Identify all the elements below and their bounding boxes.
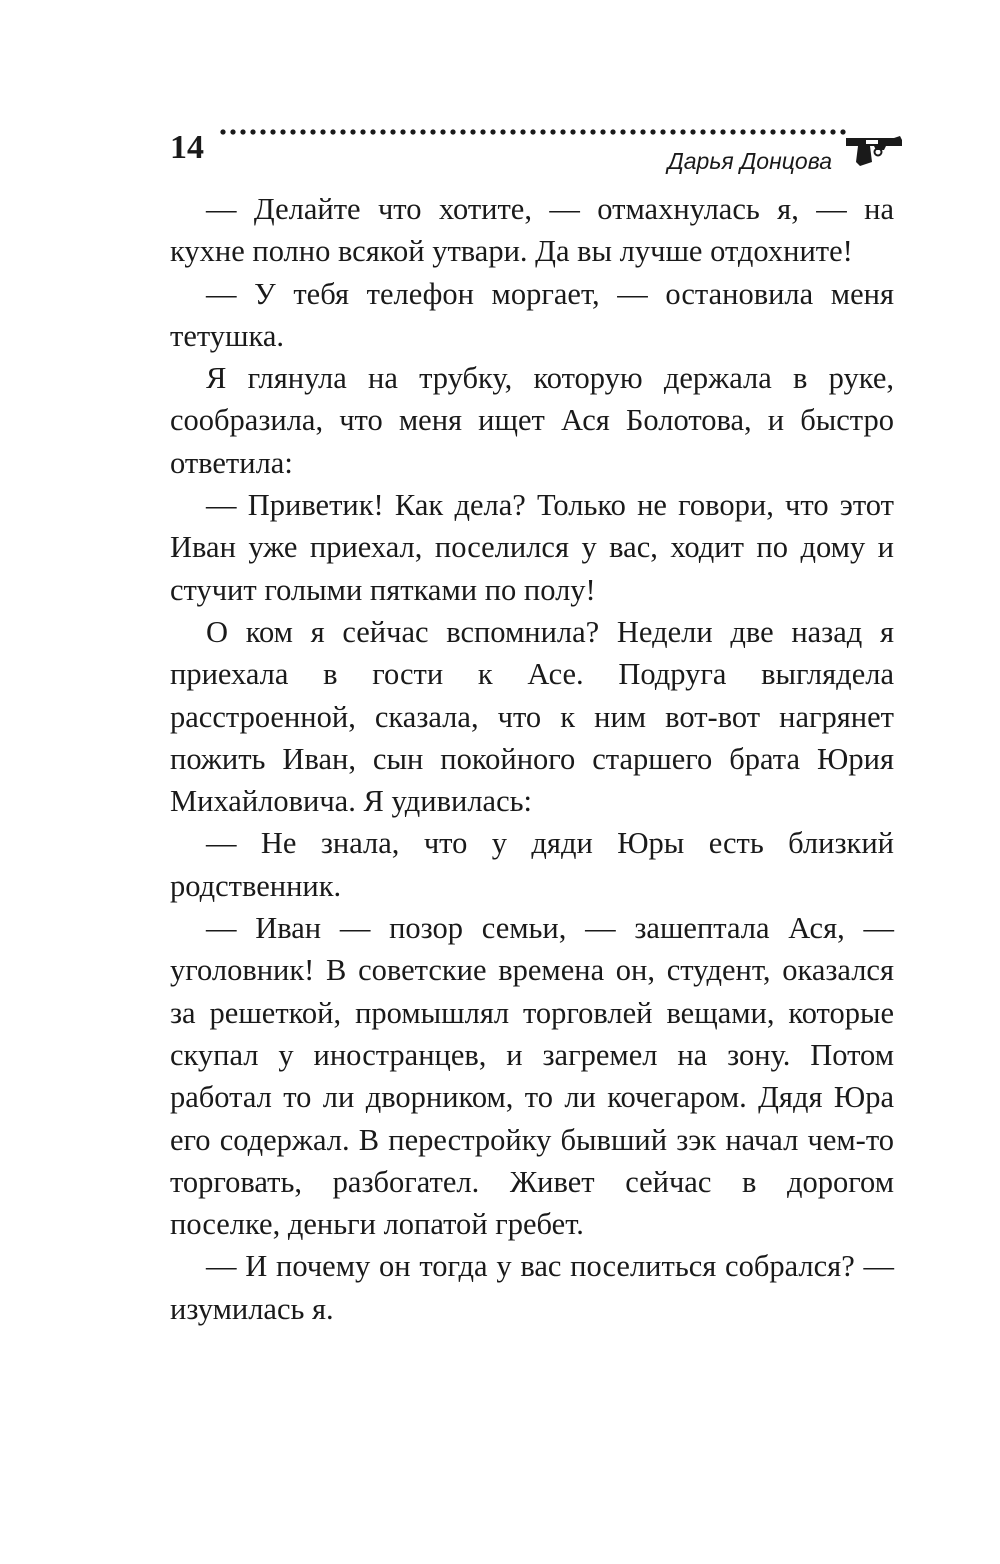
running-head-author: Дарья Донцова — [667, 148, 832, 174]
paragraph: — Не знала, что у дяди Юры есть близкий родственник. — [170, 826, 894, 903]
revolver-icon — [842, 132, 906, 168]
paragraph: О ком я сейчас вспомнила? Недели две назад я приехала в гости к Асе. Подруга выглядела расстроенной, сказала, что к ним вот-вот нагрянет пожить Иван, сын покойного старшего брата Юрия Михайловича. Я удивилась: — [170, 614, 894, 819]
paragraph: — У тебя телефон моргает, — остановила меня тетушка. — [170, 276, 894, 353]
running-header — [170, 120, 910, 180]
body-text — [170, 188, 894, 1330]
page-number: 14 — [170, 129, 204, 166]
paragraph: — Иван — позор семьи, — зашептала Ася, — уголовник! В советские времена он, студент, оказался за решеткой, промышлял торговлей вещами, которые скупал у иностранцев, и загремел на зону. Потом работал то ли дворником, то ли кочегаром. Дядя Юра его содержал. В перестройку бывший зэк начал чем-то торговать, разбогател. Живет сейчас в дорогом поселке, деньги лопатой гребет. — [170, 911, 894, 1242]
paragraph: Я глянула на трубку, которую держала в руке, сообразила, что меня ищет Ася Болотова, и быстро ответила: — [170, 361, 894, 480]
dotted-rule — [218, 122, 848, 142]
paragraph: — Приветик! Как дела? Только не говори, что этот Иван уже приехал, поселился у вас, ходит по дому и стучит голыми пятками по полу! — [170, 488, 894, 607]
paragraph: — Делайте что хотите, — отмахнулась я, — на кухне полно всякой утвари. Да вы лучше отдохните! — [170, 192, 894, 269]
paragraph: — И почему он тогда у вас поселиться собрался? — изумилась я. — [170, 1249, 894, 1326]
